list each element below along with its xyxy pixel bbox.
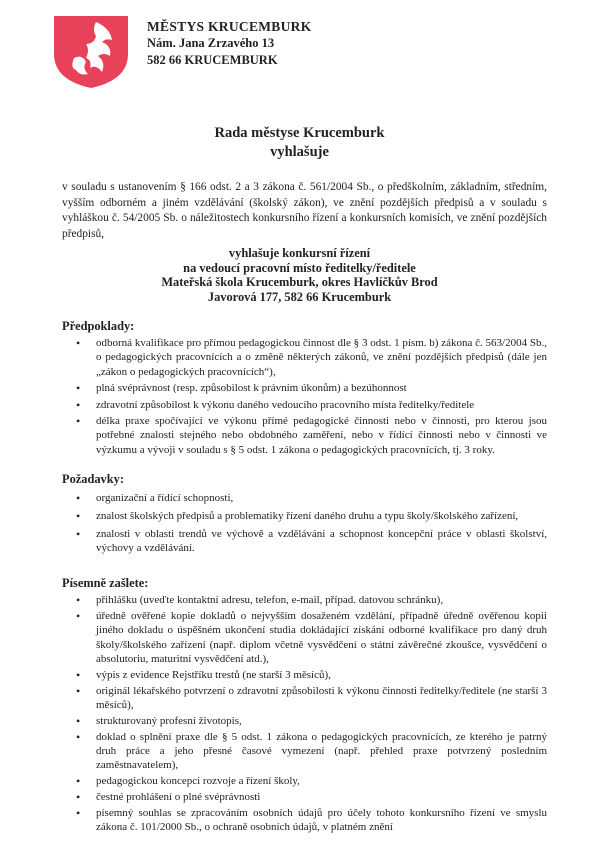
announcement-line-2: na vedoucí pracovní místo ředitelky/ředitele xyxy=(183,260,416,275)
requirements-list xyxy=(62,491,547,559)
city-address: 582 66 KRUCEMBURK xyxy=(147,53,278,67)
announcement-line-4: Javorová 177, 582 66 Krucemburk xyxy=(207,289,392,304)
announcement-block xyxy=(0,246,599,304)
section-heading-prerequisites: Předpoklady: xyxy=(62,319,135,333)
list-item: • znalost školských předpisů a problematiky řízení daného druhu a typu školy/školského zařízení, xyxy=(62,509,547,523)
list-item: • znalosti v oblasti trendů ve výchově a vzdělávání a schopnost koncepční práce v oblasti školství, výchovy a vzdělávání. xyxy=(62,527,547,556)
list-item: • písemný souhlas se zpracováním osobních údajů pro účely tohoto konkursního řízení ve smyslu zákona č. 101/2000 Sb., o ochraně osobních údajů, v platném znění xyxy=(62,806,547,835)
list-item: • úředně ověřené kopie dokladů o nejvyšším dosaženém vzdělání, případně úředně ověřenou kopii jiného dokladu o úspěšném ukončení studia dokládající získání odborné kvalifikace pro daný druh školy/školského zařízení (např. diplom včetně vysvědčení o státní závěrečné zkoušce, vysvědčení o absolutoriu, maturitní vysvědčení atd.), xyxy=(62,609,547,667)
list-item: • pedagogickou koncepci rozvoje a řízení školy, xyxy=(62,774,547,788)
list-item: • přihlášku (uveďte kontaktní adresu, telefon, e-mail, případ. datovou schránku), xyxy=(62,593,547,607)
list-item: • plná svéprávnost (resp. způsobilost k právním úkonům) a bezúhonnost xyxy=(62,381,547,395)
submit-list xyxy=(62,593,547,836)
section-heading-submit: Písemně zašlete: xyxy=(62,576,149,590)
list-item: • originál lékařského potvrzení o zdravotní způsobilosti k výkonu činnosti ředitelky/ředitele (ne starší 3 měsíců), xyxy=(62,684,547,713)
announcement-line-3: Mateřská škola Krucemburk, okres Havlíčkův Brod xyxy=(161,275,438,289)
title-line-1: Rada městyse Krucemburk xyxy=(214,125,385,141)
list-item: • organizační a řídící schopnosti, xyxy=(62,491,547,505)
document-title xyxy=(0,124,599,162)
intro-paragraph: v souladu s ustanovením § 166 odst. 2 a 3 zákona č. 561/2004 Sb., o předškolním, základním, středním, vyšším odborném a jiném vzdělávání (školský zákon), ve znění pozdějších předpisů a v souladu s vyhláškou č. 54/2005 Sb. o náležitostech konkursního řízení a konkursních komisích, ve znění pozdějších předpisů, xyxy=(62,181,547,240)
announcement-line-1: vyhlašuje konkursní řízení xyxy=(228,246,371,260)
list-item: • strukturovaný profesní životopis, xyxy=(62,714,547,728)
list-item: • čestné prohlášení o plné svéprávnosti xyxy=(62,790,547,804)
list-item: • odborná kvalifikace pro přímou pedagogickou činnost dle § 3 odst. 1 písm. b) zákona č. 563/2004 Sb., o pedagogických pracovnících a o změně některých zákonů, ve znění pozdějších předpisů (dále jen „zákon o pedagogických pracovnících“), xyxy=(62,336,547,379)
title-line-2: vyhlašuje xyxy=(270,144,329,160)
municipality-name: MĚSTYS KRUCEMBURK xyxy=(147,19,312,34)
list-item: • délka praxe spočívající ve výkonu přímé pedagogické činnosti nebo v činnosti, pro kterou jsou potřebné znalosti stejného nebo obdobného zaměření, nebo v řídící činnosti nebo v činnosti ve výzkumu a vývoji v souladu s § 5 odst. 1 zákona o pedagogických pracovnících, tj. 3 roky. xyxy=(62,414,547,457)
municipal-coat-of-arms xyxy=(52,14,130,90)
letterhead xyxy=(147,18,312,69)
list-item: • zdravotní způsobilost k výkonu daného vedoucího pracovního místa ředitelky/ředitele xyxy=(62,398,547,412)
section-heading-requirements: Požadavky: xyxy=(62,472,124,486)
list-item: • doklad o splnění praxe dle § 5 odst. 1 zákona o pedagogických pracovnících, ze kterého je patrný druh práce a jeho přesné časové vymezení (např. přehled praxe potvrzený posledním zaměstnavatelem), xyxy=(62,730,547,773)
list-item: • výpis z evidence Rejstříku trestů (ne starší 3 měsíců), xyxy=(62,668,547,682)
street-address: Nám. Jana Zrzavého 13 xyxy=(147,36,275,50)
prerequisites-list xyxy=(62,336,547,459)
